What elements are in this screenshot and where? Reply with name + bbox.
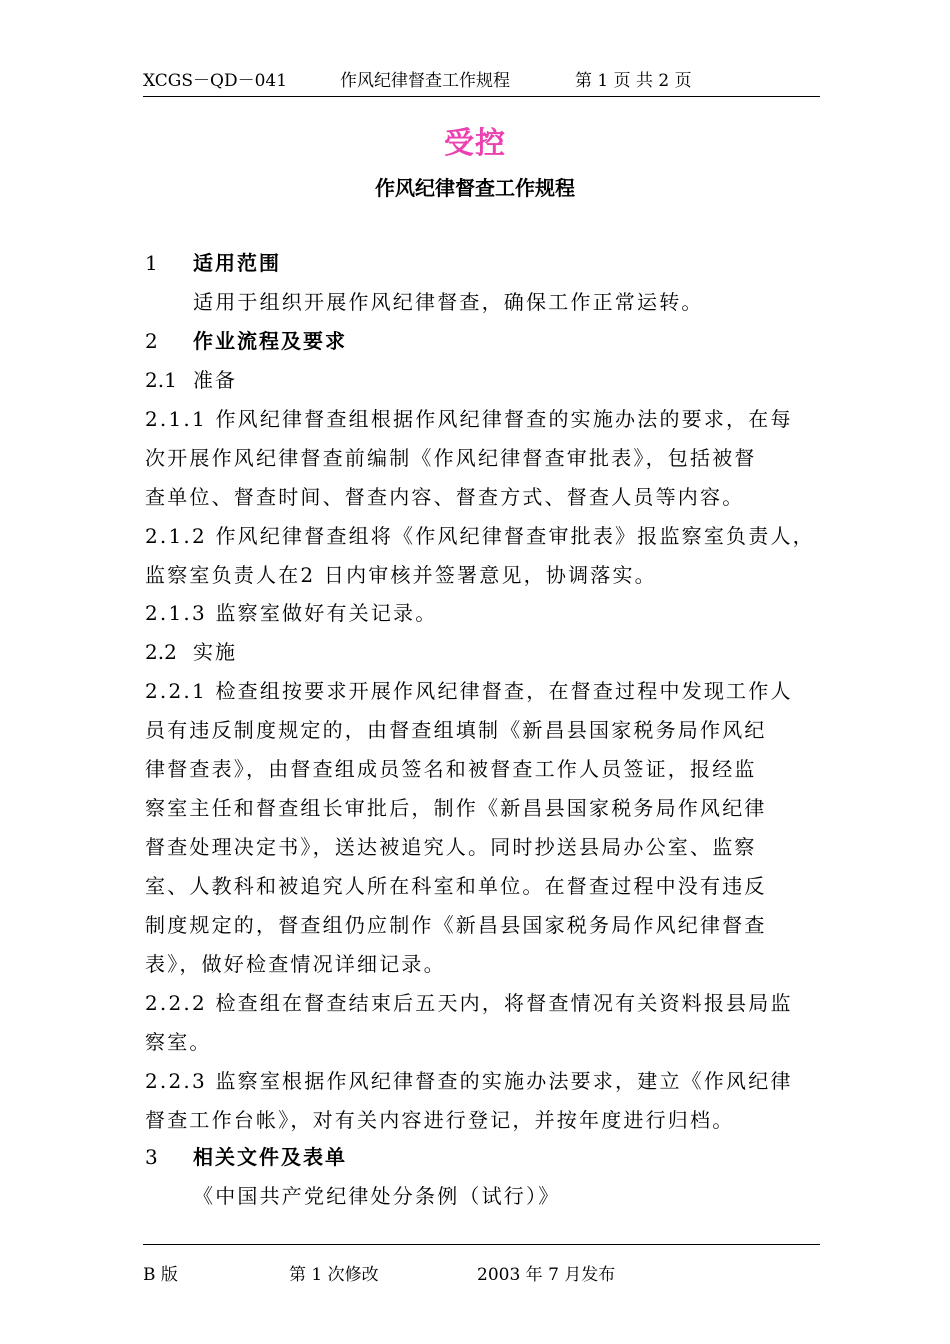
section-3-number: 3 [145,1145,158,1169]
section-1-number: 1 [145,251,158,275]
document-code: XCGS－QD－041 [143,71,288,91]
section-2-2-number: 2.2 [145,640,177,664]
section-2-title: 作业流程及要求 [193,329,347,353]
section-3-title: 相关文件及表单 [193,1145,347,1169]
paragraph-line: 2.2.2 检查组在督查结束后五天内，将督查情况有关资料报县局监 [145,991,793,1015]
paragraph-line: 表》，做好检查情况详细记录。 [145,952,446,976]
paragraph-line: 查单位、督查时间、督查内容、督查方式、督查人员等内容。 [145,485,745,509]
page-header [143,66,820,90]
paragraph-line: 监察室负责人在2 日内审核并签署意见，协调落实。 [145,563,657,587]
section-1-title: 适用范围 [193,251,281,275]
header-title: 作风纪律督查工作规程 [340,71,510,91]
paragraph-line: 制度规定的，督查组仍应制作《新昌县国家税务局作风纪律督查 [145,913,767,937]
paragraph-line: 2.2.3 监察室根据作风纪律督查的实施办法要求，建立《作风纪律 [145,1069,793,1093]
version-label: B 版 [143,1265,178,1285]
header-divider [143,96,820,97]
section-2-number: 2 [145,329,158,353]
paragraph-line: 察室主任和督查组长审批后，制作《新昌县国家税务局作风纪律 [145,796,767,820]
paragraph-line: 室、人教科和被追究人所在科室和单位。在督查过程中没有违反 [145,874,767,898]
footer-divider [143,1244,820,1245]
revision-label: 第 1 次修改 [289,1265,379,1285]
section-2-1-number: 2.1 [145,368,177,392]
paragraph-line: 督查处理决定书》，送达被追究人。同时抄送县局办公室、监察 [145,835,757,859]
page-footer [143,1260,820,1284]
paragraph-line: 2.1.2 作风纪律督查组将《作风纪律督查审批表》报监察室负责人， [145,524,815,548]
page-number: 第 1 页 共 2 页 [575,71,692,91]
paragraph-line: 2.1.3 监察室做好有关记录。 [145,601,438,625]
section-2-2-title: 实施 [193,640,237,664]
paragraph-line: 2.2.1 检查组按要求开展作风纪律督查，在督查过程中发现工作人 [145,679,793,703]
paragraph-line: 律督查表》，由督查组成员签名和被督查工作人员签证，报经监 [145,757,757,781]
paragraph-line: 察室。 [145,1030,212,1054]
reference-document: 《中国共产党纪律处分条例（试行）》 [193,1184,561,1208]
paragraph-line: 适用于组织开展作风纪律督查，确保工作正常运转。 [193,290,704,314]
paragraph-line: 督查工作台帐》，对有关内容进行登记，并按年度进行归档。 [145,1108,735,1132]
paragraph-line: 员有违反制度规定的，由督查组填制《新昌县国家税务局作风纪 [145,718,767,742]
section-2-1-title: 准备 [193,368,237,392]
publish-date: 2003 年 7 月发布 [477,1265,616,1285]
controlled-stamp: 受控 [444,126,506,161]
paragraph-line: 次开展作风纪律督查前编制《作风纪律督查审批表》，包括被督 [145,446,757,470]
document-title: 作风纪律督查工作规程 [375,176,575,200]
paragraph-line: 2.1.1 作风纪律督查组根据作风纪律督查的实施办法的要求，在每 [145,407,793,431]
